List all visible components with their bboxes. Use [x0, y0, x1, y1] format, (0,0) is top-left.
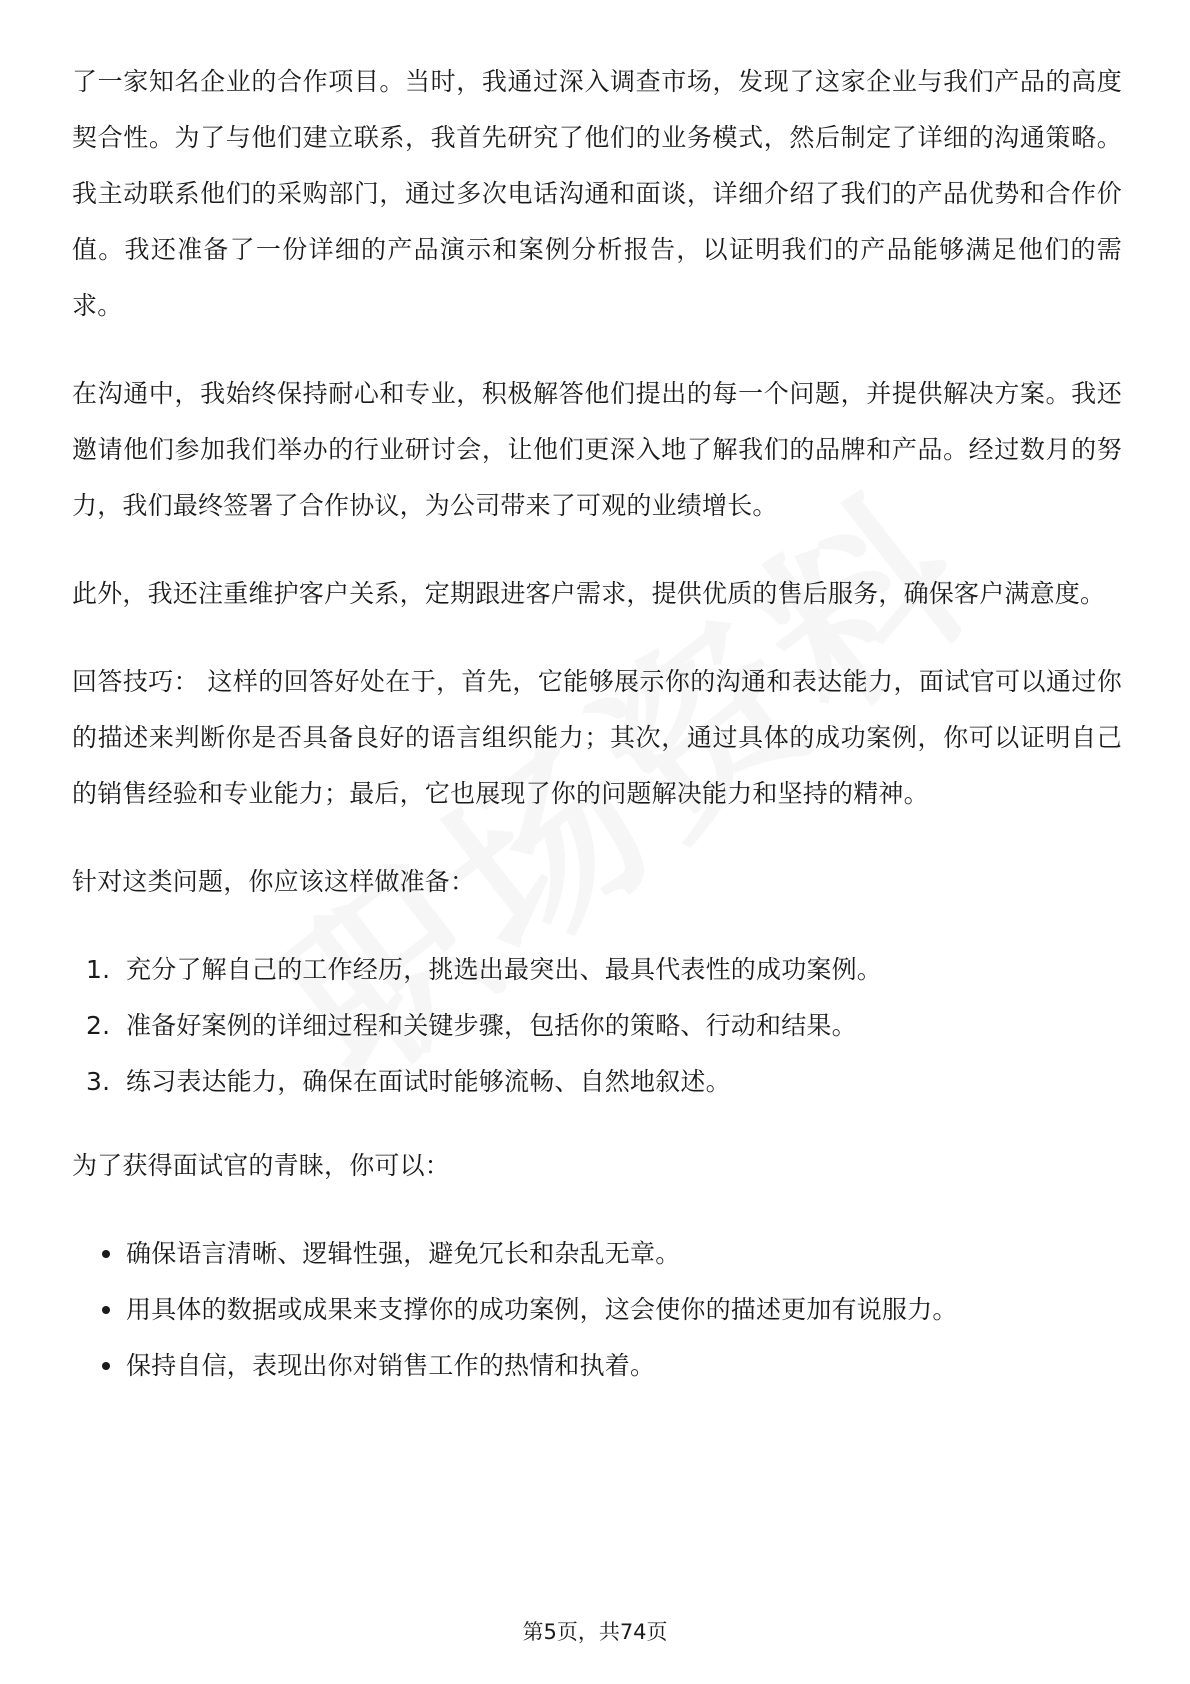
list-item — [72, 1338, 1122, 1394]
paragraph-preparation-intro: 针对这类问题，你应该这样做准备： — [72, 867, 476, 896]
list-item-text: 充分了解自己的工作经历，挑选出最突出、最具代表性的成功案例。 — [126, 955, 883, 984]
list-item — [72, 998, 1122, 1054]
list-item — [72, 942, 1122, 998]
list-number: 3. — [86, 1067, 111, 1096]
preparation-list — [72, 942, 1122, 1110]
list-number: 2. — [86, 1011, 111, 1040]
list-number: 1. — [86, 955, 111, 984]
paragraph-1: 了一家知名企业的合作项目。当时，我通过深入调查市场，发现了这家企业与我们产品的高度契合性。为了与他们建立联系，我首先研究了他们的业务模式，然后制定了详细的沟通策略。我主动联系他们的采购部门，通过多次电话沟通和面谈，详细介绍了我们的产品优势和合作价值。我还准备了一份详细的产品演示和案例分析报告，以证明我们的产品能够满足他们的需求。 — [72, 67, 1122, 320]
page-content — [72, 54, 1122, 1422]
paragraph-answer-tips: 回答技巧： 这样的回答好处在于，首先，它能够展示你的沟通和表达能力，面试官可以通过你的描述来判断你是否具备良好的语言组织能力；其次，通过具体的成功案例，你可以证明自己的销售经验和专业能力；最后，它也展现了你的问题解决能力和坚持的精神。 — [72, 667, 1122, 808]
list-item-text: 确保语言清晰、逻辑性强，避免冗长和杂乱无章。 — [126, 1239, 681, 1268]
page-number: 第5页，共74页 — [522, 1620, 668, 1644]
list-item-text: 准备好案例的详细过程和关键步骤，包括你的策略、行动和结果。 — [126, 1011, 857, 1040]
list-item — [72, 1282, 1122, 1338]
list-item-text: 保持自信，表现出你对销售工作的热情和执着。 — [126, 1351, 656, 1380]
tips-list — [72, 1226, 1122, 1394]
list-item — [72, 1226, 1122, 1282]
paragraph-3: 此外，我还注重维护客户关系，定期跟进客户需求，提供优质的售后服务，确保客户满意度。 — [72, 579, 1106, 608]
list-item-text: 练习表达能力，确保在面试时能够流畅、自然地叙述。 — [126, 1067, 731, 1096]
list-item — [72, 1054, 1122, 1110]
paragraph-tips-intro: 为了获得面试官的青睐，你可以： — [72, 1151, 451, 1180]
bullet-icon — [102, 1306, 110, 1314]
bullet-icon — [102, 1362, 110, 1370]
paragraph-2: 在沟通中，我始终保持耐心和专业，积极解答他们提出的每一个问题，并提供解决方案。我还邀请他们参加我们举办的行业研讨会，让他们更深入地了解我们的品牌和产品。经过数月的努力，我们最终签署了合作协议，为公司带来了可观的业绩增长。 — [72, 379, 1122, 520]
list-item-text: 用具体的数据或成果来支撑你的成功案例，这会使你的描述更加有说服力。 — [126, 1295, 958, 1324]
bullet-icon — [102, 1250, 110, 1258]
